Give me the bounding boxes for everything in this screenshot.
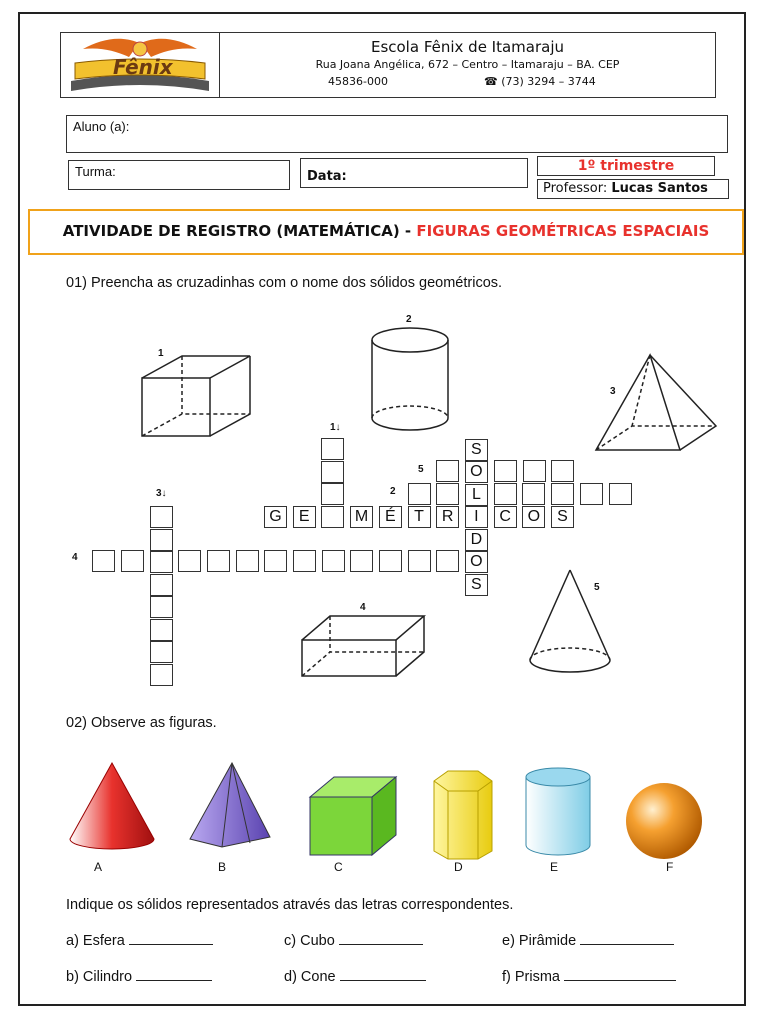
figure-letter-f: F <box>666 860 674 874</box>
q2-instruction: Indique os sólidos representados através das letras correspondentes. <box>66 897 514 913</box>
crossword-cell-geometricos-7[interactable]: I <box>465 506 488 528</box>
crossword-cell-clue2-4[interactable] <box>551 483 574 505</box>
logo-text: Fênix <box>113 55 173 79</box>
crossword-cell-solidos-1[interactable]: O <box>465 461 488 483</box>
crossword-cell-clue3-6[interactable] <box>150 641 173 663</box>
school-cep: 45836-000 <box>328 75 388 88</box>
turma-field[interactable] <box>68 160 290 190</box>
crossword-cell-geometricos-5[interactable]: T <box>408 506 431 528</box>
colored-solids <box>0 755 768 865</box>
crossword-cell-clue3-3[interactable] <box>150 574 173 596</box>
clue-marker-2: 2 <box>390 486 396 497</box>
crossword-cell-geometricos-3[interactable]: M <box>350 506 373 528</box>
prism-yellow-icon <box>434 771 492 859</box>
trimestre-text: 1º trimestre <box>577 158 675 174</box>
crossword-cell-clue4-8[interactable] <box>322 550 345 572</box>
school-info <box>220 32 716 98</box>
answer-a-blank[interactable] <box>129 932 213 945</box>
professor-box <box>537 179 729 199</box>
figure-number-2: 2 <box>406 314 412 325</box>
crossword-cell-clue4-12[interactable] <box>436 550 459 572</box>
figure-number-5: 5 <box>594 582 600 593</box>
pyramid-purple-icon <box>190 763 270 847</box>
question-2: 02) Observe as figuras. <box>66 715 217 731</box>
crossword-cell-geometricos-10[interactable]: S <box>551 506 574 528</box>
professor-label: Professor: <box>543 181 612 196</box>
data-label: Data: <box>307 169 347 184</box>
crossword-cell-clue3-4[interactable] <box>150 596 173 618</box>
school-address: Rua Joana Angélica, 672 – Centro – Itamaraju – BA. CEP <box>315 58 620 71</box>
crossword-cell-solidos-0[interactable]: S <box>465 439 488 461</box>
crossword-cell-clue3-2[interactable] <box>150 551 173 573</box>
answer-d: d) Cone <box>284 968 426 985</box>
prism-outline-icon <box>302 616 424 676</box>
cube-outline-icon <box>142 356 250 436</box>
answer-e: e) Pirâmide <box>502 932 674 949</box>
clue-marker-1: 1↓ <box>330 422 341 433</box>
crossword-cell-clue5-2[interactable] <box>551 460 574 482</box>
figure-number-4: 4 <box>360 602 366 613</box>
activity-title <box>30 222 742 240</box>
crossword-cell-clue3-0[interactable] <box>150 506 173 528</box>
crossword-figures <box>0 300 768 700</box>
figure-letter-c: C <box>334 860 343 874</box>
crossword-cell-clue1-3[interactable] <box>321 506 344 528</box>
school-logo <box>60 32 220 98</box>
crossword-cell-clue4-5[interactable] <box>236 550 259 572</box>
trimestre-box <box>537 156 715 176</box>
aluno-label: Aluno (a): <box>73 119 130 134</box>
crossword-cell-solidos-5[interactable]: O <box>465 551 488 573</box>
cylinder-blue-icon <box>526 768 590 855</box>
aluno-field[interactable] <box>66 115 728 153</box>
crossword-cell-clue4-4[interactable] <box>207 550 230 572</box>
crossword-cell-clue2-1[interactable] <box>436 483 459 505</box>
figure-letter-b: B <box>218 860 227 874</box>
crossword-cell-clue4-6[interactable] <box>264 550 287 572</box>
crossword-cell-clue4-11[interactable] <box>408 550 431 572</box>
crossword-cell-geometricos-0[interactable]: G <box>264 506 287 528</box>
crossword-cell-clue1-1[interactable] <box>321 461 344 483</box>
crossword-cell-solidos-2[interactable]: L <box>465 484 488 506</box>
crossword-cell-clue4-0[interactable] <box>92 550 115 572</box>
clue-marker-4: 4 <box>72 552 78 563</box>
crossword-cell-clue2-3[interactable] <box>522 483 545 505</box>
title-prefix: ATIVIDADE DE REGISTRO (MATEMÁTICA) - <box>62 222 417 240</box>
crossword-cell-geometricos-8[interactable]: C <box>494 506 517 528</box>
cone-red-icon <box>70 763 154 849</box>
crossword-cell-clue3-7[interactable] <box>150 664 173 686</box>
crossword-cell-clue4-9[interactable] <box>350 550 373 572</box>
title-highlight: FIGURAS GEOMÉTRICAS ESPACIAIS <box>416 222 710 240</box>
figure-letter-e: E <box>550 860 559 874</box>
professor-name: Lucas Santos <box>611 181 708 196</box>
pyramid-outline-icon <box>596 355 716 450</box>
crossword-cell-clue5-a[interactable] <box>436 460 459 482</box>
answer-f-blank[interactable] <box>564 968 676 981</box>
sphere-orange-icon <box>626 783 702 859</box>
crossword-cell-clue1-2[interactable] <box>321 483 344 505</box>
crossword-cell-solidos-6[interactable]: S <box>465 574 488 596</box>
crossword-cell-clue1-0[interactable] <box>321 438 344 460</box>
school-phone: ☎ (73) 3294 – 3744 <box>484 75 596 88</box>
crossword-cell-clue5-0[interactable] <box>494 460 517 482</box>
crossword-cell-geometricos-1[interactable]: E <box>293 506 316 528</box>
crossword-cell-clue3-5[interactable] <box>150 619 173 641</box>
clue-marker-5: 5 <box>418 464 424 475</box>
crossword-cell-solidos-4[interactable]: D <box>465 529 488 551</box>
cube-green-icon <box>310 777 396 855</box>
answer-c-blank[interactable] <box>339 932 423 945</box>
crossword-cell-geometricos-9[interactable]: O <box>522 506 545 528</box>
crossword-cell-clue2-2[interactable] <box>494 483 517 505</box>
cylinder-outline-icon <box>372 328 448 430</box>
crossword-cell-clue4-1[interactable] <box>121 550 144 572</box>
answer-b-blank[interactable] <box>136 968 212 981</box>
figure-number-3: 3 <box>610 386 616 397</box>
answer-c: c) Cubo <box>284 932 423 949</box>
crossword-cell-clue2-5[interactable] <box>580 483 603 505</box>
figure-number-1: 1 <box>158 348 164 359</box>
answer-a: a) Esfera <box>66 932 213 949</box>
answer-b: b) Cilindro <box>66 968 212 985</box>
crossword-cell-geometricos-6[interactable]: R <box>436 506 459 528</box>
school-name: Escola Fênix de Itamaraju <box>370 38 565 56</box>
crossword-cell-clue4-7[interactable] <box>293 550 316 572</box>
crossword-cell-clue2-6[interactable] <box>609 483 632 505</box>
crossword-cell-clue4-10[interactable] <box>379 550 402 572</box>
crossword-cell-geometricos-4[interactable]: É <box>379 506 402 528</box>
crossword-cell-clue3-1[interactable] <box>150 529 173 551</box>
activity-title-box <box>28 209 744 255</box>
crossword-cell-clue4-3[interactable] <box>178 550 201 572</box>
crossword-cell-clue5-1[interactable] <box>523 460 546 482</box>
turma-label: Turma: <box>75 164 116 179</box>
question-1: 01) Preencha as cruzadinhas com o nome dos sólidos geométricos. <box>66 275 503 291</box>
clue-marker-3: 3↓ <box>156 488 167 499</box>
crossword-cell-clue2-0[interactable] <box>408 483 431 505</box>
figure-letter-a: A <box>94 860 103 874</box>
answer-f: f) Prisma <box>502 968 676 985</box>
answer-e-blank[interactable] <box>580 932 674 945</box>
data-field[interactable] <box>300 158 528 188</box>
answer-d-blank[interactable] <box>340 968 426 981</box>
figure-letter-d: D <box>454 860 463 874</box>
